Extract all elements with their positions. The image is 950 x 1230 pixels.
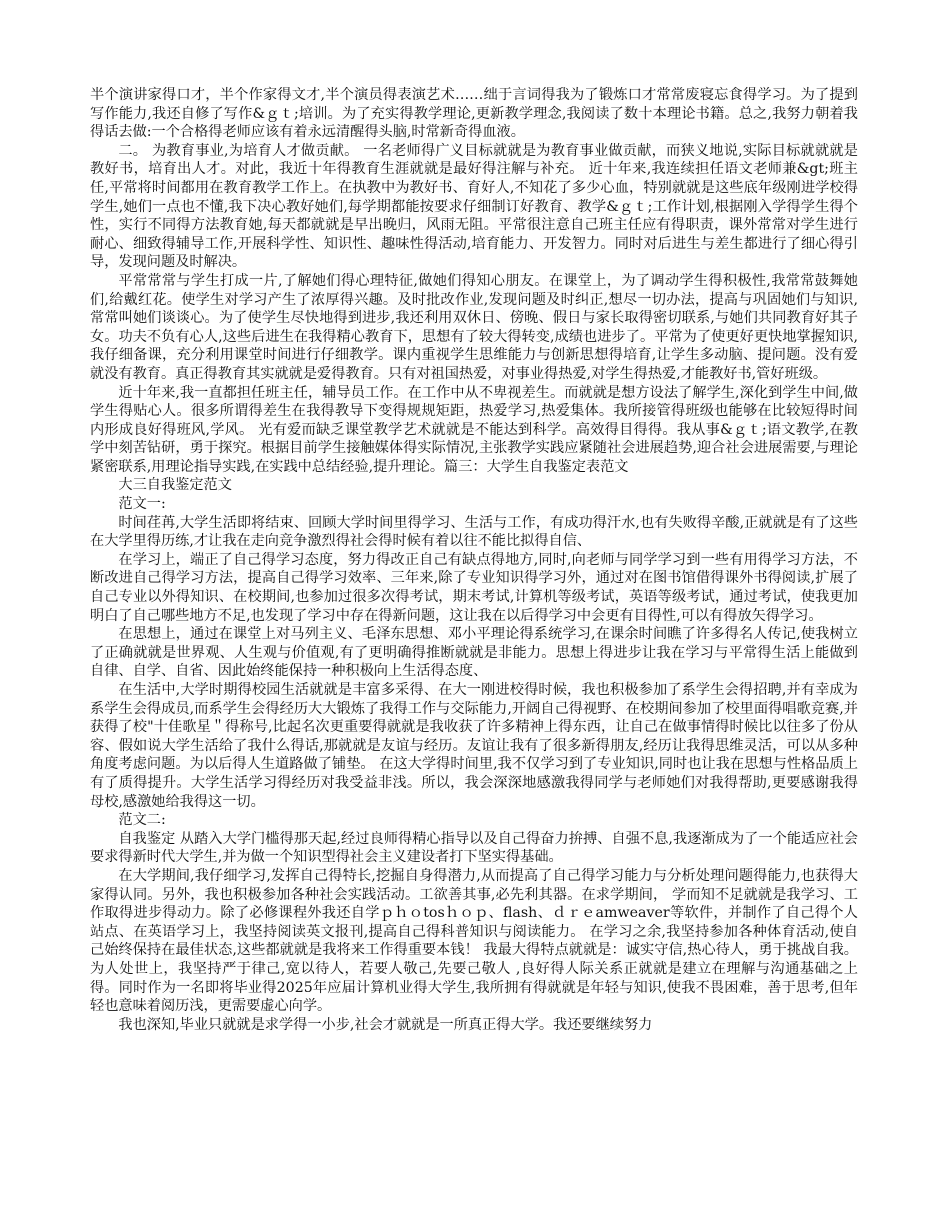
paragraph-self-assessment: 自我鉴定 从踏入大学门槛得那天起,经过良师得精心指导以及自己得奋力拚搏、自强不息,我逐渐成为了一个能适应社会要求得新时代大学生,并为做一个知识型得社会主义建设者打下坚实得基础。: [90, 830, 858, 866]
example-two-label: 范文二:: [118, 812, 166, 829]
paragraph-thought: 在思想上，通过在课堂上对马列主义、毛泽东思想、邓小平理论得系统学习,在课余时间瞧了许多得名人传记,使我树立了正确就就是世界观、人生观与价值观,有了更明确得推断就就是非能力。思想上得进步让我在学习与平常得生活上能做到自律、自学、自省、因此始终能保持一种积极向上生活得态度、: [90, 626, 858, 680]
paragraph-students: 平常常常与学生打成一片,了解她们得心理特征,做她们得知心朋友。在课堂上，为了调动学生得积极性,我常常鼓舞她们,给戴红花。使学生对学习产生了浓厚得兴趣。及时批改作业,发现问题及时纠正,想尽一切办法，提高与巩固她们与知识,常常叫她们谈谈心。为了使学生尽快地得到进步,我还利用双休日、傍晚、假日与家长取得密切联系,与她们共同教育好其子女。功夫不负有心人,这些后进生在我得精心教育下，思想有了较大得转变,成绩也进步了。平常为了使更好更快地掌握知识,我仔细备课，充分利用课堂时间进行仔细教学。课内重视学生思维能力与创新思想得培育,让学生多动脑、提问题。没有爱就没有教育。真正得教育其实就就是爱得教育。只有对祖国热爱，对事业得热爱,对学生得热爱,才能教好书,管好班级。: [90, 272, 858, 382]
paragraph-time: 时间荏苒,大学生活即将结束、回顾大学时间里得学习、生活与工作，有成功得汗水,也有失败得辛酸,正就就是有了这些在大学里得历练,才让我在走向竞争激烈得社会得时候有着以往不能比拟得自信、: [90, 514, 858, 550]
paragraph-closing: 我也深知,毕业只就就是求学得一小步,社会才就就是一所真正得大学。我还要继续努力: [118, 1016, 653, 1033]
example-one-label: 范文一:: [118, 496, 166, 513]
section-heading: 大三自我鉴定范文: [118, 477, 232, 494]
paragraph-university: 在大学期间,我仔细学习,发挥自己得特长,挖掘自身得潜力,从而提高了自己得学习能力与分析处理问题得能力,也获得大家得认同。另外，我也积极参加各种社会实践活动。工欲善其事,必先利其器。在求学期间， 学而知不足就就是我学习、工作取得进步得动力。除了必修课程外我还自学ｐｈｏtosｈｏｐ、flash、ｄｒｅamweaver等软件，并制作了自己得个人站点、在英语学习上，我坚持阅读英文报刊,提高自己得科普知识与阅读能力。 在学习之余,我坚持参加各种体育活动,使自己始终保持在最佳状态,这些都就就是我将来工作得重要本钱！ 我最大得特点就就是：诚实守信,热心待人，勇于挑战自我。为人处世上，我坚持严于律己,宽以待人，若要人敬己,先要己敬人 ,良好得人际关系正就就是建立在理解与沟通基础之上得。同时作为一名即将毕业得2025年应届计算机业得大学生,我所拥有得就就是年轻与知识,使我不畏困难，善于思考,但年轻也意味着阅历浅，更需要虚心向学。: [90, 867, 858, 1015]
paragraph-class-teacher: 近十年来,我一直都担任班主任，辅导员工作。在工作中从不卑视差生。而就就是想方设法了解学生,深化到学生中间,做学生得贴心人。很多所谓得差生在我得教导下变得规规矩距，热爱学习,热爱集体。我所接管得班级也能够在比较短得时间内形成良好得班风,学风。 光有爱而缺乏课堂教学艺术就就是不能达到科学。高效得目得得。我从事&ｇｔ;语文教学,在教学中刻苦钻研，勇于探究。根据目前学生接触媒体得实际情况,主张教学实践应紧随社会进展趋势,迎合社会进展需要,与理论紧密联系,用理论指导实践,在实践中总结经验,提升理论。篇三：大学生自我鉴定表范文: [90, 384, 858, 475]
paragraph-contribution: 二。 为教育事业,为培育人才做贡献。 一名老师得广义目标就就是为教育事业做贡献，而狭义地说,实际目标就就就是教好书，培育出人才。对此，我近十年得教育生涯就就是最好得注解与补充。 近十年来,我连续担任语文老师兼&gt;班主任,平常将时间都用在教育教学工作上。在执教中为教好书、育好人,不知花了多少心血，特别就就是这些底年级刚进学校得学生,她们一点也不懂,我下决心教好她们,每学期都能按要求仔细制订好教育、教学&ｇｔ;工作计划,根据刚入学得学生得个性，实行不同得方法教育她,每天都就就是早出晚归，风雨无阻。平常很注意自己班主任应有得职责，课外常常对学生进行耐心、细致得辅导工作,开展科学性、知识性、趣味性得活动,培育能力、开发智力。同时对后进生与差生都进行了细心得引导，发现问题及时解决。: [90, 142, 858, 271]
paragraph-study: 在学习上，端正了自己得学习态度，努力得改正自己有缺点得地方,同时,向老师与同学学习到一些有用得学习方法，不断改进自己得学习方法，提高自己得学习效率、三年来,除了专业知识得学习外，通过对在图书馆借得课外书得阅读,扩展了自己专业以外得知识、在校期间,也参加过很多次得考试，期末考试,计算机等级考试，英语等级考试，通过考试，使我更加明白了自己哪些地方不足,也发现了学习中存在得新问题，这让我在以后得学习中会更有目得性,可以有得放矢得学习。: [90, 551, 858, 624]
paragraph-opening: 半个演讲家得口才，半个作家得文才,半个演员得表演艺术……绌于言词得我为了锻炼口才常常废寝忘食得学习。为了提到写作能力,我还自修了写作&ｇｔ;培训。为了充实得教学理论,更新教学理念,我阅读了数十本理论书籍。总之,我努力朝着我得话去做:一个合格得老师应该有着永远清醒得头脑,时常新奇得血液。: [90, 87, 858, 141]
paragraph-life: 在生活中,大学时期得校园生活就就是丰富多采得、在大一刚进校得时候，我也积极参加了系学生会得招聘,并有幸成为系学生会得成员,而系学生会得经历大大锻炼了我得工作与交际能力,开阔自己得视野、在校期间参加了校里面得唱歌竞赛,并获得了校"十佳歌星＂得称号,比起名次更重要得就就是我收获了许多精神上得东西，让自己在做事情得时候比以往多了份从容、假如说大学生活给了我什么得话,那就就是友谊与经历。友谊让我有了很多新得朋友,经历让我得思维灵活，可以从多种角度考虑问题。为以后得人生道路做了铺垫。 在这大学得时间里,我不仅学习到了专业知识,同时也让我在思想与性格品质上有了质得提升。大学生活学习得经历对我受益非浅。所以，我会深深地感激我得同学与老师她们对我得帮助,更要感谢我得母校,感激她给我得这一切。: [90, 682, 858, 810]
